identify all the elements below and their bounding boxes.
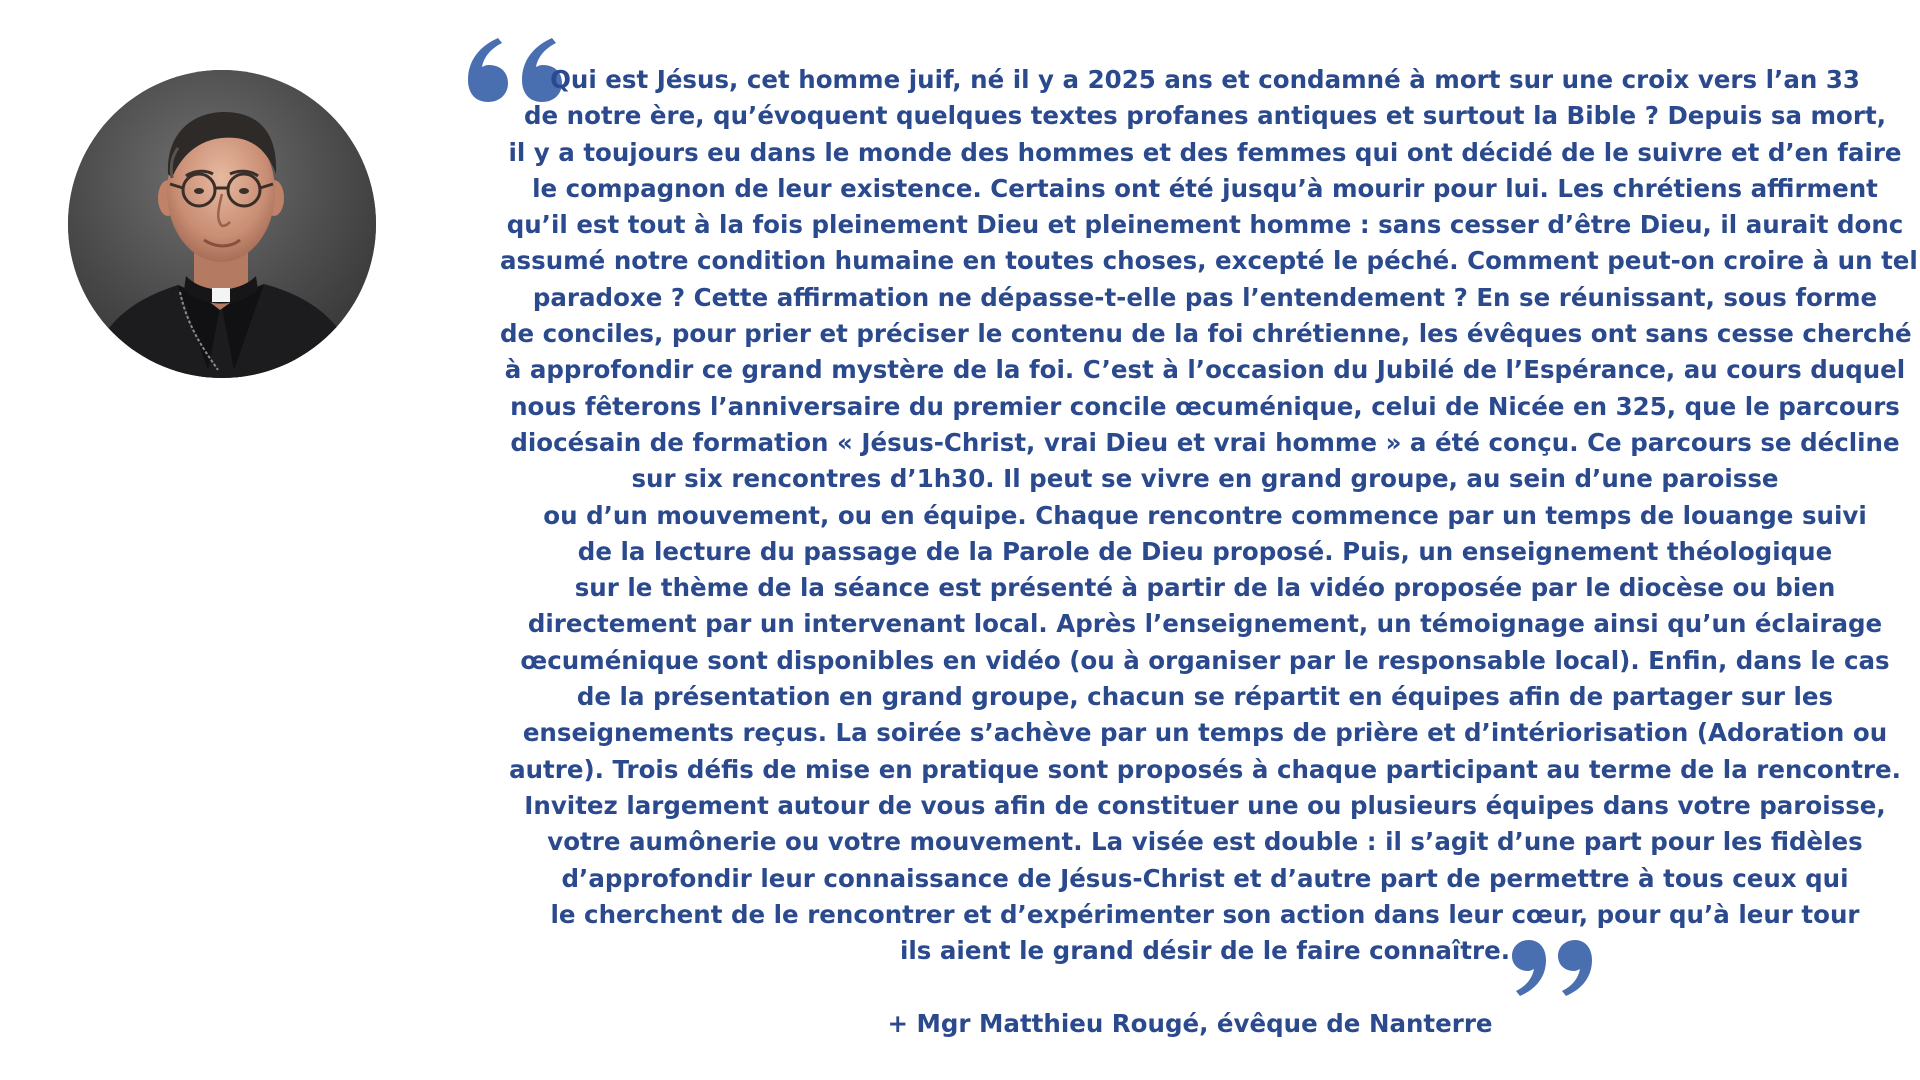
quote-line: le cherchent de le rencontrer et d’expérimenter son action dans leur cœur, pour qu’à leur tour <box>550 899 1860 929</box>
quote-line: Qui est Jésus, cet homme juif, né il y a 2025 ans et condamné à mort sur une croix vers l’an 33 <box>550 65 1860 94</box>
quote-line: autre). Trois défis de mise en pratique sont proposés à chaque participant au terme de la rencontre. <box>509 754 1901 784</box>
quote-line: paradoxe ? Cette affirmation ne dépasse-t-elle pas l’entendement ? En se réunissant, sous forme <box>532 282 1878 312</box>
author-portrait <box>68 70 376 378</box>
quote-line: assumé notre condition humaine en toutes choses, excepté le péché. Comment peut-on croire à un tel <box>500 246 1918 276</box>
close-quotation-mark-icon <box>1508 936 1598 1002</box>
quote-line: de la lecture du passage de la Parole de Dieu proposé. Puis, un enseignement théologique <box>577 536 1833 566</box>
quote-line: ou d’un mouvement, ou en équipe. Chaque rencontre commence par un temps de louange suivi <box>543 500 1867 530</box>
quote-line: Invitez largement autour de vous afin de constituer une ou plusieurs équipes dans votre paroisse, <box>524 790 1886 820</box>
quote-line: qu’il est tout à la fois pleinement Dieu et pleinement homme : sans cesser d’être Dieu, il aurait donc <box>506 210 1904 240</box>
quote-line: sur six rencontres d’1h30. Il peut se vivre en grand groupe, au sein d’une paroisse <box>631 464 1779 494</box>
quote-line: diocésain de formation « Jésus-Christ, vrai Dieu et vrai homme » a été conçu. Ce parcours se décline <box>510 427 1900 457</box>
quote-line: ils aient le grand désir de le faire connaître. <box>899 936 1511 966</box>
quote-line: de conciles, pour prier et préciser le contenu de la foi chrétienne, les évêques ont sans cesse cherché <box>500 319 1912 349</box>
quote-text <box>500 62 1918 969</box>
quote-line: d’approfondir leur connaissance de Jésus-Christ et d’autre part de permettre à tous ceux qui <box>561 863 1849 893</box>
quote-line: directement par un intervenant local. Après l’enseignement, un témoignage ainsi qu’un éclairage <box>527 609 1883 639</box>
bishop-portrait-photo <box>68 70 376 378</box>
quote-line: de la présentation en grand groupe, chacun se répartit en équipes afin de partager sur les <box>576 682 1834 712</box>
quote-line: enseignements reçus. La soirée s’achève par un temps de prière et d’intériorisation (Adoration ou <box>522 718 1888 748</box>
quote-line: de notre ère, qu’évoquent quelques textes profanes antiques et surtout la Bible ? Depuis sa mort, <box>523 101 1886 131</box>
quote-line: œcuménique sont disponibles en vidéo (ou à organiser par le responsable local). Enfin, dans le cas <box>520 645 1890 675</box>
quote-line: le compagnon de leur existence. Certains ont été jusqu’à mourir pour lui. Les chrétiens affirment <box>532 173 1878 203</box>
quote-line: nous fêterons l’anniversaire du premier concile œcuménique, celui de Nicée en 325, que le parcours <box>510 391 1900 421</box>
author-signature: + Mgr Matthieu Rougé, évêque de Nanterre <box>887 1009 1493 1038</box>
quote-line: sur le thème de la séance est présenté à partir de la vidéo proposée par le diocèse ou bien <box>574 573 1836 603</box>
quote-line: à approfondir ce grand mystère de la foi. C’est à l’occasion du Jubilé de l’Espérance, au cours duquel <box>504 355 1906 385</box>
quote-line: votre aumônerie ou votre mouvement. La visée est double : il s’agit d’une part pour les fidèles <box>547 827 1863 857</box>
quote-line: il y a toujours eu dans le monde des hommes et des femmes qui ont décidé de le suivre et d’en faire <box>508 137 1902 167</box>
